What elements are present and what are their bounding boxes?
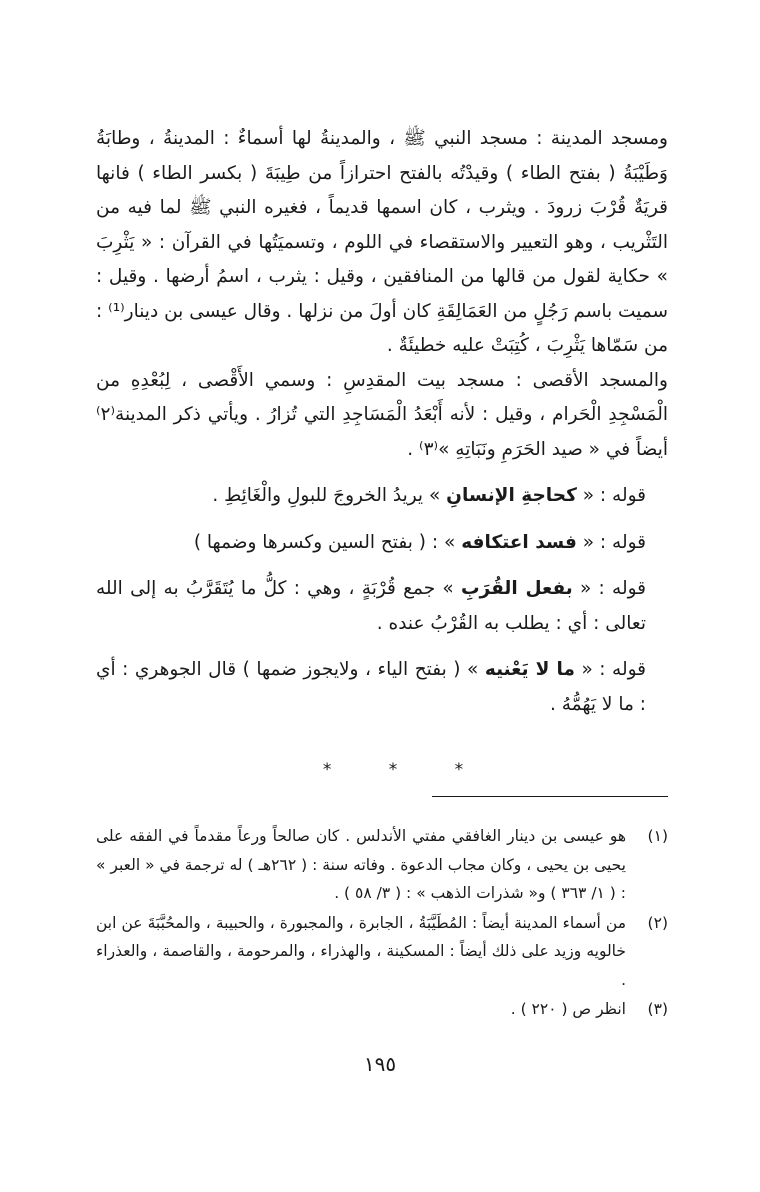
footnote-text: هو عيسى بن دينار الغافقي مفتي الأندلس . كان صالحاً ورعاً مقدماً في الفقه على يحيى بن يحيى ، وكان مجاب الدعوة . وفاته سنة : ( ٢٦٢هـ ) له ترجمة في « العبر » : ( ١/ ٣٦٣ ) و« شذرات الذهب » : ( ٣/ ٥٨ ) . (96, 827, 626, 902)
footnotes (96, 822, 668, 1025)
quote-term: ما لا يَعْنيه (484, 659, 575, 680)
footnote-number: (٢) (647, 913, 668, 932)
page-number: ١٩٥ (363, 1052, 397, 1076)
quote-rest: » ( بفتح الياء ، ولايجوز ضمها ) قال الجوهري : أي : ما لا يَهُمُّهُ . (96, 659, 646, 715)
quote-lead: قوله : « (579, 578, 646, 599)
paragraph-medina: ومسجد المدينة : مسجد النبي ﷺ ، والمدينةُ لها أسماءٌ : المدينةُ ، وطابَةُ وَطَيْبَةُ ( بفتح الطاء ) وقيدْتُه بالفتح احترازاً من طِيبَةَ ( بكسر الطاء ) فانها قريَةٌ قُرْبَ زرودَ . ويثرب ، كان اسمها قديماً ، فغيره النبي ﷺ لما فيه من التَثْريب ، وهو التعيير والاستقصاء في اللوم ، وتسميَتُها في القرآن : « يَثْرِبَ » حكاية لقول من قالها من المنافقين ، وقيل : يثرب ، اسمُ أرضها . وقيل : سميت باسم رَجُلٍ من العَمَالِقَةِ كان أولَ من نزلها . وقال عيسى بن دينار⁽¹⁾ : من سَمّاها يَثْرِبَ ، كُتِبَتْ عليه خطيئَةٌ . (96, 128, 668, 356)
quote-3 (96, 572, 668, 641)
main-text (96, 122, 668, 722)
quote-rest: » يريدُ الخروجَ للبولِ والْغَائِطِ . (212, 485, 441, 506)
quote-term: فسد اعتكافه (461, 531, 577, 553)
footnote-divider (432, 796, 668, 797)
footnote-number: (٣) (647, 1000, 668, 1018)
quote-term: كحاجةِ الإنسانِ (446, 485, 577, 506)
footnote-number: (١) (647, 827, 668, 845)
quote-term: بفعل القُرَبِ (460, 578, 573, 599)
quote-lead: قوله : « (582, 531, 646, 553)
footnote-1 (96, 822, 668, 908)
quote-lead: قوله : « (581, 659, 646, 680)
paragraph-aqsa: والمسجد الأقصى : مسجد بيت المقدِسِ : وسمي الأَقْصى ، لِبُعْدِهِ من الْمَسْجِدِ الْحَرام ، وقيل : لأنه أَبْعَدُ الْمَسَاجِدِ التي تُزارُ . ويأتي ذكر المدينة⁽٢⁾ أيضاً في « صيد الحَرَمِ ونَبَاتِهِ »⁽٣⁾ . (96, 369, 668, 460)
footnote-3 (96, 995, 668, 1024)
quote-4 (96, 653, 668, 722)
quote-rest: » جمع قُرْبَةٍ ، وهي : كلُّ ما يُتَقَرَّبُ به إلى الله تعالى : أي : يطلب به القُرْبُ عنده . (96, 578, 646, 634)
section-separator: * * * (322, 760, 490, 780)
quote-rest: » : ( بفتح السين وكسرها وضمها ) (193, 531, 456, 553)
quote-1 (96, 479, 668, 514)
footnote-text: انظر ص ( ٢٢٠ ) . (510, 1000, 626, 1018)
footnote-2 (96, 909, 668, 995)
quote-2 (96, 526, 668, 561)
quote-lead: قوله : « (582, 485, 646, 506)
footnote-text: من أسماء المدينة أيضاً : المُطَيَّبَةُ ، الجابرة ، والمجبورة ، والحبيبة ، والمحُبَّبَةَ عن ابن خالويه وزيد على ذلك أيضاً : المسكينة ، والهذراء ، والمرحومة ، والقاصمة ، والعذراء . (96, 913, 626, 989)
